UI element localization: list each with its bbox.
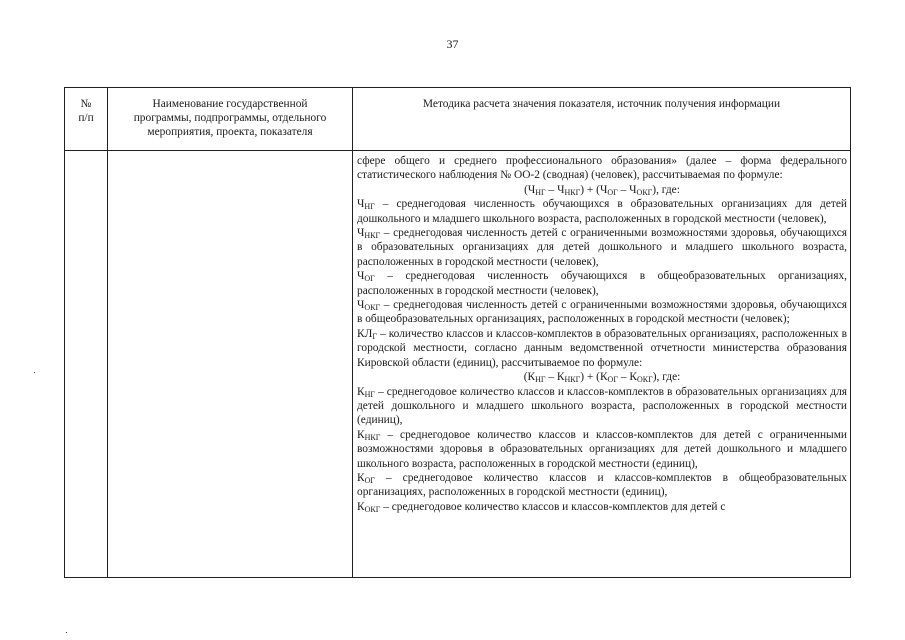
header-program-name: Наименование государственной программы, подпрограммы, отдельного мероприятия, проекта, показателя [133, 98, 327, 138]
scan-speck [66, 632, 67, 633]
header-divider [65, 150, 850, 151]
paragraph: $Ч_{ОКГ}$ – среднегодовая численность детей с ограниченными возможностями здоровья, обучающихся в общеобразовательных организациях, расположенных в городской местности (человек); [357, 299, 847, 326]
scan-speck [34, 372, 35, 373]
paragraph: $К_{НКГ}$ – среднегодовое количество классов и классов-комплектов для детей с ограниченными возможностями здоровья в образовательных организациях для детей дошкольного и младшего школьного возраста, расположенных в городской местности (единиц), [357, 428, 847, 470]
column-divider-2 [352, 88, 353, 577]
header-number-line2: п/п [78, 112, 94, 124]
header-number-line1: № [80, 98, 92, 110]
paragraph: $К_{ОКГ}$ – среднегодовое количество классов и классов-комплектов для детей с [357, 500, 726, 514]
header-methodology: Методика расчета значения показателя, источник получения информации [422, 98, 781, 110]
paragraph: $К_{ОГ}$ – среднегодовое количество классов и классов-комплектов в общеобразовательных организациях, расположенных в городской местности (единиц), [357, 471, 847, 499]
methodology-table [64, 87, 851, 578]
paragraph: $К_{НГ}$ – среднегодовое количество классов и классов-комплектов в образовательных организациях для детей дошкольного и младшего школьного возраста, расположенных в городской местности (единиц), [357, 385, 847, 427]
formula: $(К_{НГ} - К_{НКГ}) + (К_{ОГ} - К_{ОКГ})$, где: [523, 371, 681, 385]
page-number: 37 [446, 37, 459, 51]
paragraph: $Ч_{НГ}$ – среднегодовая численность обучающихся в образовательных организациях для детей дошкольного и младшего школьного возраста, расположенных в городской местности (человек), [357, 198, 847, 225]
column-divider-1 [107, 88, 108, 577]
formula: $(Ч_{НГ} - Ч_{НКГ}) + (Ч_{ОГ} - Ч_{ОКГ})$, где: [524, 183, 680, 197]
methodology-text [357, 154, 847, 514]
paragraph: сфере общего и среднего профессионального образования» (далее – форма федерального статистического наблюдения № ОО-2 (сводная) (человек), рассчитываемая по формуле: [357, 155, 847, 182]
header-number [65, 88, 107, 150]
paragraph: $КЛ_Г$ – количество классов и классов-комплектов в образовательных организациях, расположенных в городской местности, согласно данным ведомственной отчетности министерства образования Кировской области (единиц), рассчитываемое по формуле: [357, 327, 847, 369]
paragraph: $Ч_{НКГ}$ – среднегодовая численность детей с ограниченными возможностями здоровья, обучающихся в образовательных организациях для детей дошкольного и младшего школьного возраста, расположенных в городской местности (человек), [357, 227, 847, 268]
paragraph: $Ч_{ОГ}$ – среднегодовая численность обучающихся в общеобразовательных организациях, расположенных в городской местности (человек), [357, 270, 847, 297]
